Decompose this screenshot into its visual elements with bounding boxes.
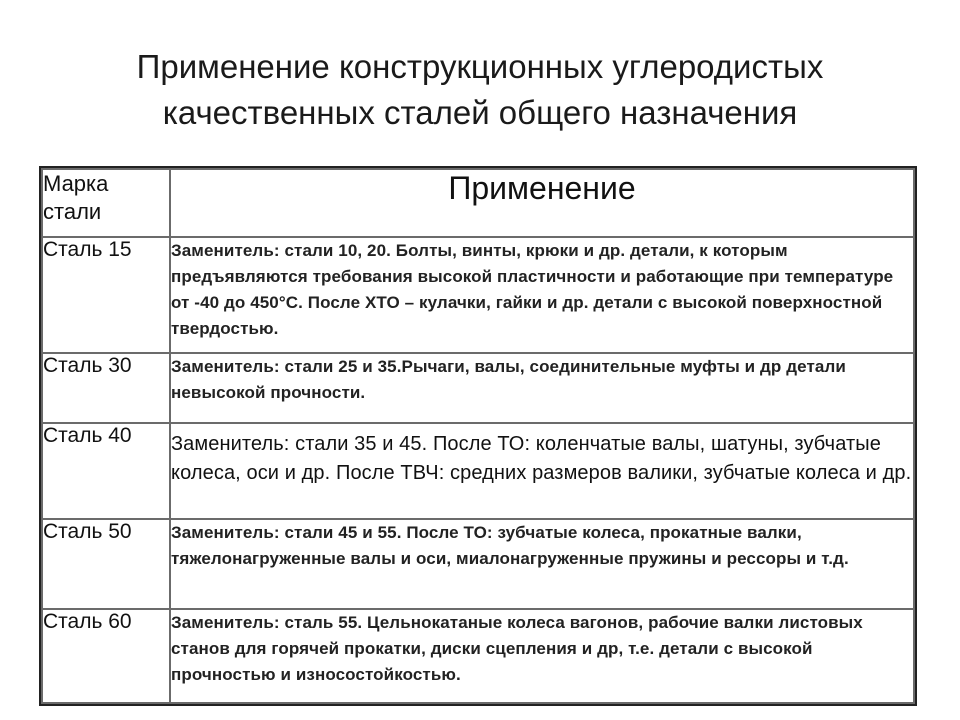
application-cell: Заменитель: стали 10, 20. Болты, винты, крюки и др. детали, к которым предъявляются требования высокой пластичности и работающие при температуре от -40 до 450°С. После ХТО – кулачки, гайки и др. детали с высокой поверхностной твердостью. (170, 237, 914, 353)
slide-title (0, 44, 960, 136)
table-header-row (42, 169, 914, 237)
steel-grade-cell: Сталь 60 (42, 609, 170, 703)
table-row-steel-30 (42, 353, 914, 423)
table-row-steel-40 (42, 423, 914, 519)
steel-application-table (41, 168, 915, 704)
application-cell: Заменитель: стали 25 и 35.Рычаги, валы, соединительные муфты и др детали невысокой прочности. (170, 353, 914, 423)
table-row-steel-15 (42, 237, 914, 353)
table-row-steel-60 (42, 609, 914, 703)
header-steel-grade: Марка стали (42, 169, 170, 237)
steel-grade-cell: Сталь 30 (42, 353, 170, 423)
header-application: Применение (170, 169, 914, 237)
application-cell: Заменитель: стали 35 и 45. После ТО: коленчатые валы, шатуны, зубчатые колеса, оси и др. После ТВЧ: средних размеров валики, зубчатые колеса и др. (170, 423, 914, 519)
slide-title-line-1: Применение конструкционных углеродистых (136, 48, 824, 85)
application-cell: Заменитель: стали 45 и 55. После ТО: зубчатые колеса, прокатные валки, тяжелонагруженные валы и оси, миалонагруженные пружины и рессоры и т.д. (170, 519, 914, 609)
steel-grade-cell: Сталь 50 (42, 519, 170, 609)
steel-grade-cell: Сталь 15 (42, 237, 170, 353)
steel-grade-cell: Сталь 40 (42, 423, 170, 519)
table-row-steel-50 (42, 519, 914, 609)
application-cell: Заменитель: сталь 55. Цельнокатаные колеса вагонов, рабочие валки листовых станов для горячей прокатки, диски сцепления и др, т.е. детали с высокой прочностью и износостойкостью. (170, 609, 914, 703)
slide-title-line-2: качественных сталей общего назначения (162, 94, 798, 131)
